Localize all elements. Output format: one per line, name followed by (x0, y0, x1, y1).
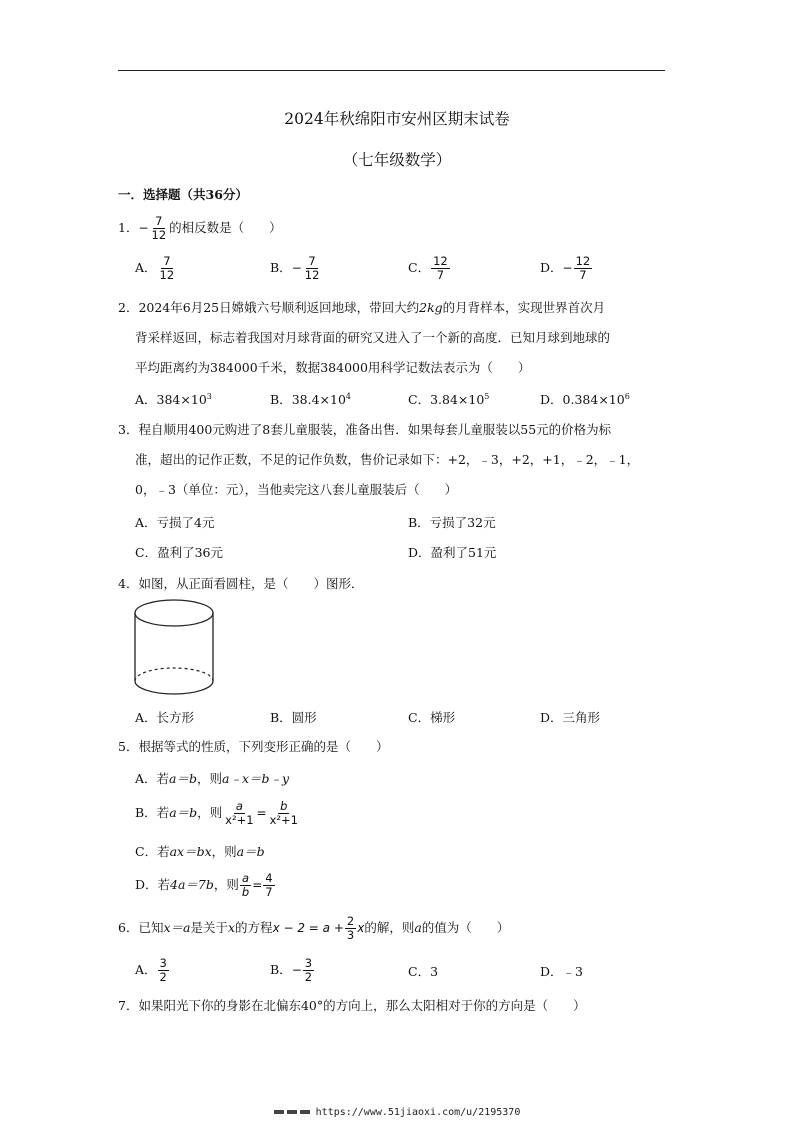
q4-option-d: D．三角形 (540, 710, 601, 725)
q2-option-c: C．$3.84\times 10^5$ (408, 391, 490, 407)
q4-option-a: A．长方形 (135, 710, 195, 725)
q6-option-b: B．− $\frac{3}{2}$ (270, 956, 313, 984)
question-5: 5．根据等式的性质，下列变形正确的是（ ） (118, 739, 389, 754)
question-3-line-2: 准，超出的记作正数，不足的记作负数，售价记录如下：+2，﹣3，+2，+1，﹣2，﹣1， (135, 452, 640, 467)
q1-option-d: D．− $\frac{12}{7}$ (540, 254, 591, 282)
q5-option-a: A．若a＝b，则a﹣x＝b﹣y (135, 771, 290, 786)
q2-option-d: D．$0.384\times 10^6$ (540, 391, 630, 407)
page-subtitle: （七年级数学） (342, 151, 452, 169)
q3-option-d: D．盈利了51元 (408, 545, 497, 560)
q2-option-b: B．$38.4\times 10^4$ (270, 391, 351, 407)
question-3-line-1: 3．程自顺用400元购进了8套儿童服装，准备出售．如果每套儿童服装以55元的价格为标 (118, 422, 612, 437)
q5-option-d: D．若4a＝7b，则 $\frac{a}{b}$ = $\frac{4}{7}$ (135, 871, 273, 899)
question-7: 7．如果阳光下你的身影在北偏东40°的方向上，那么太阳相对于你的方向是（ ） (118, 998, 586, 1013)
question-2-line-3: 平均距离约为384000千米，数据384000用科学记数法表示为（ ） (135, 360, 531, 375)
q6-option-d: D．﹣3 (540, 964, 583, 979)
q5-option-c: C．若ax＝bx，则a＝b (135, 844, 265, 859)
q3-option-a: A．亏损了4元 (135, 515, 215, 530)
q3-option-b: B．亏损了32元 (408, 515, 496, 530)
q2-option-a: A．$384\times 10^3$ (135, 391, 212, 407)
q1-option-a: A． $\frac{7}{12}$ (135, 254, 175, 282)
top-rule (118, 70, 665, 71)
q6-option-a: A． $\frac{3}{2}$ (135, 956, 167, 984)
page-title: 2024年秋绵阳市安州区期末试卷 (284, 110, 510, 128)
cylinder-figure (132, 596, 216, 700)
question-4: 4．如图，从正面看圆柱，是（ ）图形． (118, 576, 364, 591)
question-2-line-1: 2．2024年6月25日嫦娥六号顺利返回地球，带回大约2kg的月背样本，实现世界首次月 (118, 300, 606, 315)
watermark-logo-icon (274, 1108, 310, 1116)
footer-url[interactable]: https://www.51jiaoxi.com/u/2195370 (0, 1107, 794, 1118)
question-2-line-2: 背采样返回，标志着我国对月球背面的研究又进入了一个新的高度．已知月球到地球的 (135, 330, 611, 345)
q5-option-b: B．若a＝b，则 $\frac{a}{\text{x²+1}}$ = $\frac{b}{\text{x²+1}}$ (135, 799, 298, 827)
q3-option-c: C．盈利了36元 (135, 545, 223, 560)
q4-option-c: C．梯形 (408, 710, 456, 725)
q1-option-b: B．− $\frac{7}{12}$ (270, 254, 320, 282)
q1-option-c: C． $\frac{12}{7}$ (408, 254, 448, 282)
question-1: 1．− $\frac{7}{12}$ 的相反数是（ ） (118, 214, 282, 242)
q4-option-b: B．圆形 (270, 710, 317, 725)
question-3-line-3: 0，﹣3（单位：元），当他卖完这八套儿童服装后（ ） (135, 482, 458, 497)
section-heading: 一．选择题（共36分） (118, 187, 248, 202)
q6-option-c: C．3 (408, 964, 439, 979)
question-6: 6．已知x＝a是关于x的方程x − 2 = a + $\frac{2}{3}$ x的解，则a的值为（ ） (118, 914, 510, 942)
fraction: $\frac{7}{12}$ (151, 214, 167, 242)
